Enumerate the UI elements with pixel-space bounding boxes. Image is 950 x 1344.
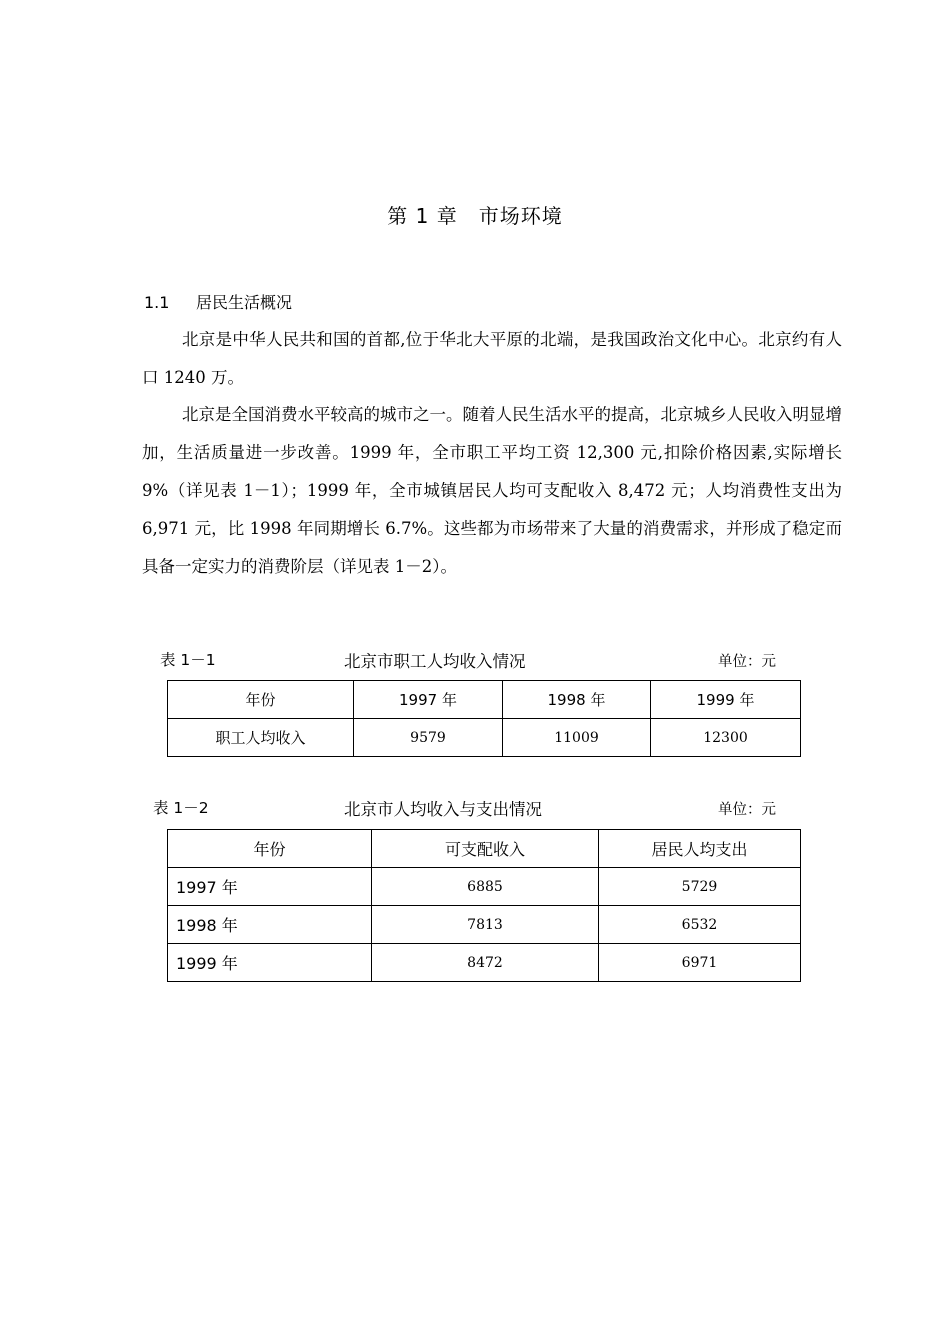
table2-unit: 单位：元 [718,802,776,818]
table-header-cell: 1997 年 [354,681,503,719]
table-cell: 6885 [372,868,599,906]
table1-unit: 单位：元 [718,654,776,670]
paragraph: 北京是全国消费水平较高的城市之一。随着人民生活水平的提高，北京城乡人民收入明显增加，生活质量进一步改善。1999 年，全市职工平均工资 12,300 元,扣除价格因素,实际增长 9%（详见表 1－1）；1999 年，全市城镇居民人均可支配收入 8,472 元；人均消费性支出为 6,971 元，比 1998 年同期增长 6.7%。这些都为市场带来了大量的消费需求，并形成了稳定而具备一定实力的消费阶层（详见表 1－2）。 [142,405,842,576]
table-cell: 7813 [372,906,599,944]
table-cell: 8472 [372,944,599,982]
table-row [168,906,801,944]
table-cell: 6532 [599,906,801,944]
table-row-label: 1998 年 [168,906,372,944]
table-header-cell: 居民人均支出 [599,830,801,868]
chapter-title: 第 1 章 市场环境 [387,204,563,228]
table-header-cell: 1999 年 [651,681,801,719]
table-header-cell: 年份 [168,681,354,719]
table-cell: 9579 [354,719,503,757]
section-number: 1.1 [144,293,170,312]
table-row [168,868,801,906]
table-header-row [168,681,801,719]
paragraph: 北京是中华人民共和国的首都,位于华北大平原的北端，是我国政治文化中心。北京约有人口 1240 万。 [142,330,842,387]
table1-label: 表 1－1 [160,651,216,669]
table2-title: 北京市人均收入与支出情况 [344,800,542,819]
table-cell: 12300 [651,719,801,757]
table1 [167,680,801,757]
table-cell: 6971 [599,944,801,982]
table-header-cell: 可支配收入 [372,830,599,868]
table-cell: 5729 [599,868,801,906]
section-title: 居民生活概况 [196,293,293,312]
table2 [167,829,801,982]
table2-label: 表 1－2 [153,799,209,817]
table-row [168,719,801,757]
section-heading [144,290,292,313]
table-header-cell: 年份 [168,830,372,868]
table-row-label: 1999 年 [168,944,372,982]
table1-title: 北京市职工人均收入情况 [344,652,526,671]
table-row-label: 职工人均收入 [168,719,354,757]
table-header-cell: 1998 年 [503,681,651,719]
table-row-label: 1997 年 [168,868,372,906]
table-cell: 11009 [503,719,651,757]
table-row [168,944,801,982]
table-header-row [168,830,801,868]
